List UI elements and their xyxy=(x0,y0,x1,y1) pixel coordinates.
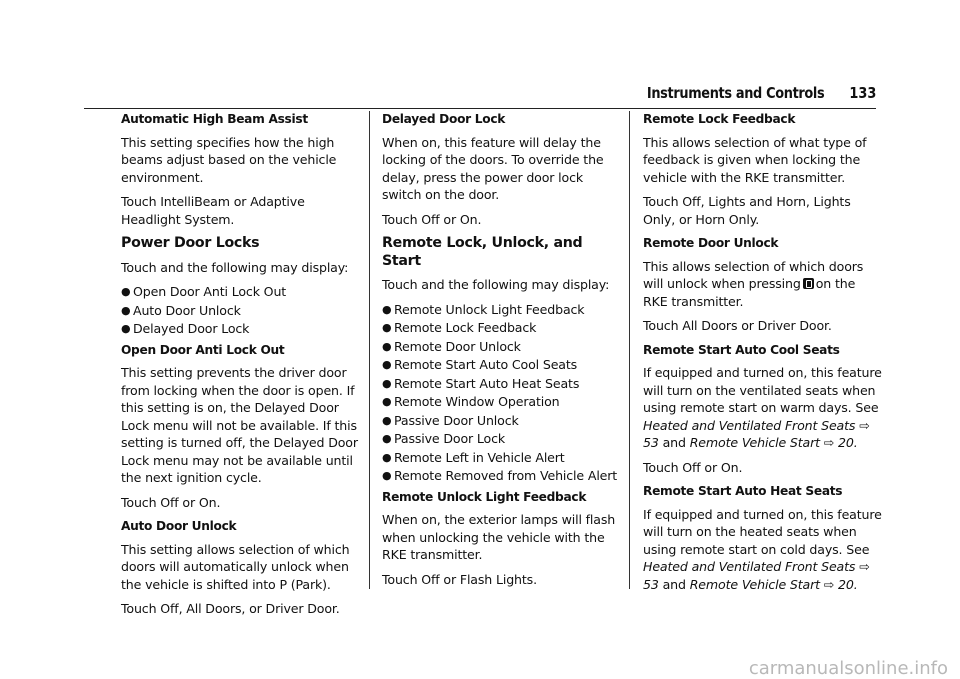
page-reference[interactable]: ⇨ 53 xyxy=(643,417,870,450)
subheading-remote-start-auto-cool-seats: Remote Start Auto Cool Seats xyxy=(643,342,840,357)
list-item: ● Delayed Door Lock xyxy=(121,321,250,336)
list-item: ● Open Door Anti Lock Out xyxy=(121,284,287,299)
power-door-locks-list xyxy=(121,283,361,338)
subheading-open-door-anti-lock-out: Open Door Anti Lock Out xyxy=(121,342,285,357)
list-item: ● Auto Door Unlock xyxy=(121,302,241,318)
paragraph: Touch IntelliBeam or Adaptive Headlight System. xyxy=(121,194,305,227)
list-item: ● Remote Start Auto Cool Seats xyxy=(382,357,578,372)
rke-unlock-key-icon xyxy=(803,278,814,289)
subheading-remote-start-auto-heat-seats: Remote Start Auto Heat Seats xyxy=(643,484,843,498)
paragraph: This setting prevents the driver door from locking when the door is open. If this setting is on, the Delayed Door Lock menu will not be available. If this setting is turned off, the Delayed Door Lock menu may not be available until the next ignition cycle. xyxy=(121,365,358,485)
header-rule xyxy=(84,108,876,109)
page-title: Instruments and Controls xyxy=(646,84,824,102)
cross-reference-link[interactable]: Remote Vehicle Start xyxy=(689,576,820,592)
paragraph: Touch Off, All Doors, or Driver Door. xyxy=(121,601,340,616)
bullet-icon: ● xyxy=(382,450,392,464)
bullet-icon: ● xyxy=(382,339,392,353)
watermark: carmanualsonline.info xyxy=(0,658,960,678)
column-2 xyxy=(382,111,622,595)
column-1 xyxy=(121,111,361,625)
list-item: ● Remote Removed from Vehicle Alert xyxy=(382,468,618,483)
bullet-icon: ● xyxy=(382,432,392,445)
remote-options-list xyxy=(382,301,622,485)
bullet-icon: ● xyxy=(382,302,392,316)
paragraph: When on, the exterior lamps will flash when unlocking the vehicle with the RKE transmitter. xyxy=(382,512,616,562)
bullet-icon: ● xyxy=(121,285,131,298)
cross-reference-link[interactable]: Remote Vehicle Start xyxy=(689,435,820,450)
bullet-icon: ● xyxy=(121,322,131,335)
bullet-icon: ● xyxy=(382,358,392,371)
list-item: ● Remote Window Operation xyxy=(382,394,560,409)
subheading-automatic-high-beam-assist: Automatic High Beam Assist xyxy=(121,112,308,126)
paragraph: This setting specifies how the high beams adjust based on the vehicle environment. xyxy=(121,134,337,185)
page-number: 133 xyxy=(849,84,876,102)
paragraph: Touch Off, Lights and Horn, Lights Only, or Horn Only. xyxy=(643,194,851,227)
paragraph: Touch and the following may display: xyxy=(121,259,349,275)
list-item: ● Passive Door Unlock xyxy=(382,412,519,428)
column-divider-1 xyxy=(369,111,370,589)
bullet-icon: ● xyxy=(382,395,392,408)
bullet-icon: ● xyxy=(382,376,392,390)
cross-reference-link[interactable]: Heated and Ventilated Front Seats xyxy=(643,559,856,574)
page-reference[interactable]: ⇨ 20. xyxy=(823,435,858,450)
bullet-icon: ● xyxy=(382,321,392,334)
list-item: ● Remote Start Auto Heat Seats xyxy=(382,375,580,391)
paragraph: This allows selection of which doors will unlock when pressing on the RKE transmitter. xyxy=(643,258,864,309)
page-reference[interactable]: ⇨ 53 xyxy=(643,559,870,592)
heading-remote-lock-unlock-start: Remote Lock, Unlock, and Start xyxy=(382,235,583,269)
subheading-remote-unlock-light-feedback: Remote Unlock Light Feedback xyxy=(382,489,587,504)
list-item: ● Passive Door Lock xyxy=(382,431,506,446)
bullet-icon: ● xyxy=(382,413,392,427)
page-reference[interactable]: ⇨ 20. xyxy=(823,576,858,592)
paragraph: Touch Off or On. xyxy=(382,211,482,227)
paragraph: This allows selection of what type of feedback is given when locking the vehicle with the RKE transmitter. xyxy=(643,134,867,185)
column-3 xyxy=(643,111,883,600)
list-item: ● Remote Unlock Light Feedback xyxy=(382,301,585,317)
paragraph: Touch Off or On. xyxy=(121,494,221,510)
paragraph: This setting allows selection of which doors will automatically unlock when the vehicle is shifted into P (Park). xyxy=(121,541,350,592)
subheading-delayed-door-lock: Delayed Door Lock xyxy=(382,112,506,126)
paragraph: Touch All Doors or Driver Door. xyxy=(643,318,832,333)
subheading-auto-door-unlock: Auto Door Unlock xyxy=(121,519,237,533)
paragraph: When on, this feature will delay the locking of the doors. To override the delay, press the power door lock switch on the door. xyxy=(382,134,604,202)
paragraph: Touch and the following may display: xyxy=(382,277,610,292)
list-item: ● Remote Lock Feedback xyxy=(382,320,537,335)
paragraph: If equipped and turned on, this feature will turn on the heated seats when using remote start on cold days. See Heated and Ventilated Front Seats ⇨ 53 and Remote Vehicle Start ⇨ 20. xyxy=(643,506,882,592)
cross-reference-link[interactable]: Heated and Ventilated Front Seats xyxy=(643,417,856,433)
paragraph: If equipped and turned on, this feature will turn on the ventilated seats when using remote start on warm days. See Heated and Ventilated Front Seats ⇨ 53 and Remote Vehicle Start ⇨ 20. xyxy=(643,365,882,450)
subheading-remote-lock-feedback: Remote Lock Feedback xyxy=(643,112,796,126)
bullet-icon: ● xyxy=(382,469,392,482)
heading-power-door-locks: Power Door Locks xyxy=(121,235,260,251)
list-item: ● Remote Door Unlock xyxy=(382,338,521,354)
bullet-icon: ● xyxy=(121,303,131,317)
page-header xyxy=(0,84,960,104)
paragraph: Touch Off or Flash Lights. xyxy=(382,571,537,587)
list-item: ● Remote Left in Vehicle Alert xyxy=(382,449,565,465)
paragraph: Touch Off or On. xyxy=(643,459,743,475)
subheading-remote-door-unlock: Remote Door Unlock xyxy=(643,236,779,250)
column-divider-2 xyxy=(629,111,630,589)
